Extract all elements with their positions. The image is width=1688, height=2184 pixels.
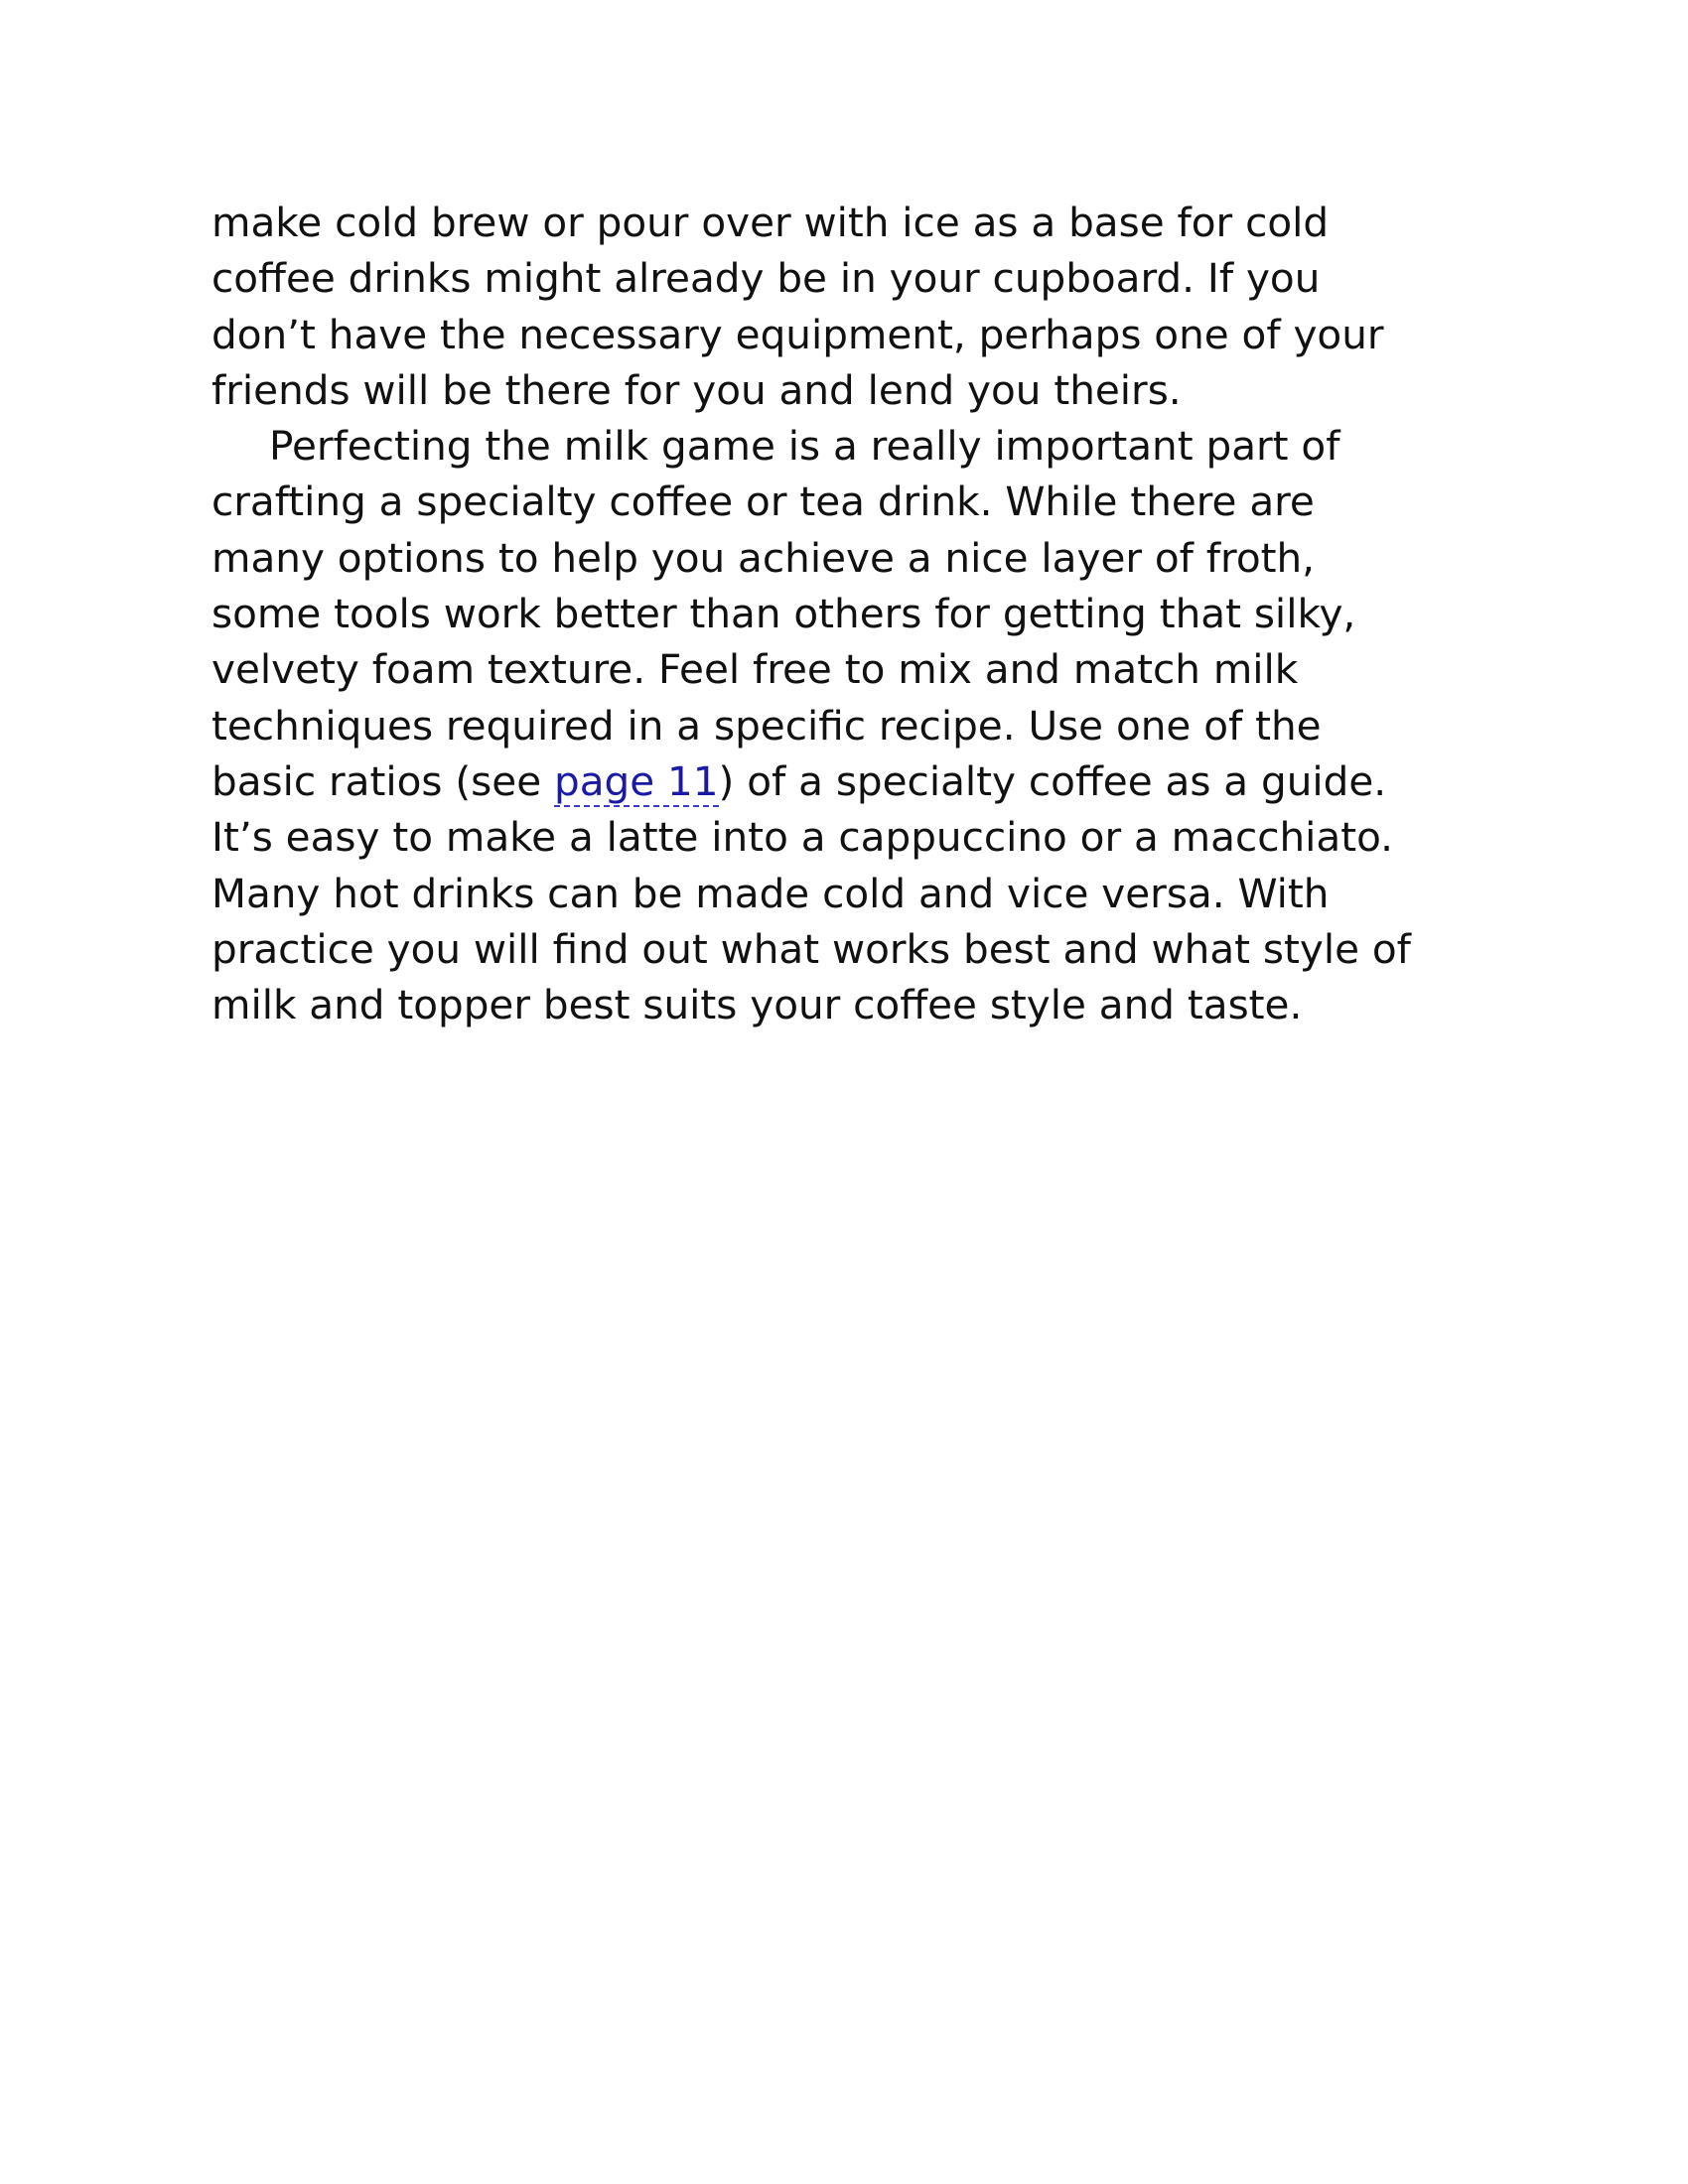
text-line: milk and topper best suits your coffee style and taste. — [211, 981, 1303, 1029]
paragraph — [211, 195, 1502, 418]
text-line: coffee drinks might already be in your cupboard. If you — [211, 254, 1321, 303]
text-line: It’s easy to make a latte into a cappuccino or a macchiato. — [211, 813, 1394, 862]
text-line: make cold brew or pour over with ice as a base for cold — [211, 199, 1330, 246]
text-line: many options to help you achieve a nice layer of froth, — [211, 533, 1316, 582]
text-line: some tools work better than others for getting that silky, — [211, 590, 1356, 638]
text-line — [211, 753, 1502, 809]
body-text — [211, 195, 1502, 1032]
text-line: techniques required in a specific recipe. Use one of the — [211, 701, 1322, 750]
text-line — [211, 418, 1502, 474]
page-reference-link[interactable]: page 11 — [553, 756, 719, 805]
text-span: Perfecting the milk game is a really important part of — [269, 422, 1340, 471]
text-span: basic ratios (see — [211, 756, 554, 805]
text-line: don’t have the necessary equipment, perhaps one of your — [211, 310, 1384, 358]
text-span: ) of a specialty coffee as a guide. — [718, 756, 1387, 805]
text-line: crafting a specialty coffee or tea drink. While there are — [211, 478, 1315, 526]
text-line: friends will be there for you and lend you theirs. — [211, 365, 1182, 414]
text-line: practice you will find out what works best and what style of — [211, 924, 1411, 973]
text-line: velvety foam texture. Feel free to mix and match milk — [211, 645, 1299, 694]
text-line: Many hot drinks can be made cold and vice versa. With — [211, 869, 1330, 917]
paragraph — [211, 418, 1502, 1032]
